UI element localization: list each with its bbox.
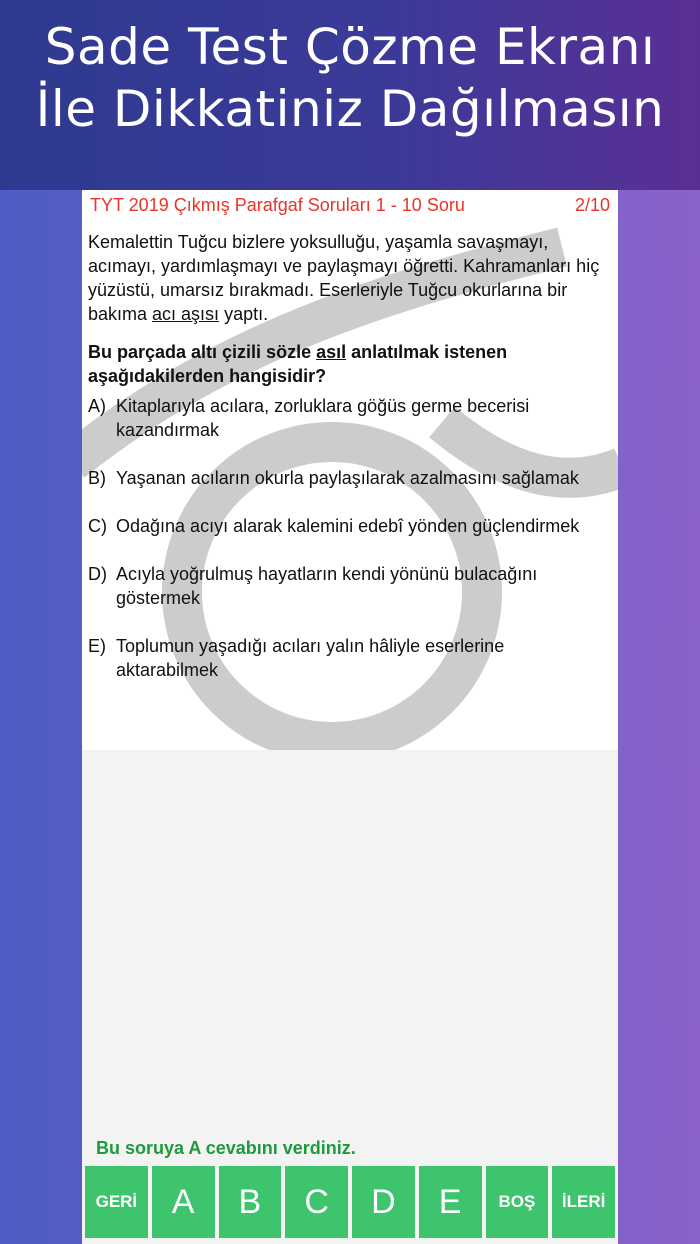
question-stem: Bu parçada altı çizili sözle asıl anlatılmak istenen aşağıdakilerden hangisidir? [88,342,508,386]
option-c [88,514,608,538]
back-button[interactable]: GERİ [85,1166,148,1238]
question-passage: Kemalettin Tuğcu bizlere yoksulluğu, yaşamla savaşmayı, acımayı, yardımlaşmayı ve paylaşmayı öğretti. Kahramanları hiç yüzüstü, umarsız bırakmadı. Eserleriyle Tuğcu okurlarına bir bakıma acı aşısı yaptı. [88,232,600,324]
answer-e-button[interactable]: E [419,1166,482,1238]
quiz-title: TYT 2019 Çıkmış Parafgaf Soruları 1 - 10 Soru [90,195,465,215]
empty-answer-button[interactable]: BOŞ [486,1166,549,1238]
option-a [88,394,608,442]
option-d [88,562,608,610]
underlined-phrase: acı aşısı [152,304,220,324]
quiz-header [82,190,618,222]
option-e [88,634,608,682]
option-text: Yaşanan acıların okurla paylaşılarak azalmasını sağlamak [116,468,579,488]
answer-b-button[interactable]: B [219,1166,282,1238]
banner-title-line-2: İle Dikkatiniz Dağılmasın [35,80,665,138]
option-letter: C) [88,516,107,536]
option-letter: B) [88,468,106,488]
option-b [88,466,608,490]
option-letter: D) [88,564,107,584]
answer-d-button[interactable]: D [352,1166,415,1238]
option-text: Toplumun yaşadığı acıları yalın hâliyle eserlerine aktarabilmek [116,636,505,680]
answer-a-button[interactable]: A [152,1166,215,1238]
phone-screen [82,190,618,1244]
option-letter: E) [88,636,106,656]
question-counter: 2/10 [574,195,610,215]
option-text: Odağına acıyı alarak kalemini edebî yönden güçlendirmek [116,516,580,536]
banner-title-line-1: Sade Test Çözme Ekranı [44,18,656,76]
question-panel [82,222,618,750]
option-text: Acıyla yoğrulmuş hayatların kendi yönünü bulacağını göstermek [116,564,538,608]
option-text: Kitaplarıyla acılara, zorluklara göğüs germe becerisi kazandırmak [116,396,530,440]
answer-bar [85,1166,615,1238]
underlined-word: asıl [316,342,347,362]
next-button[interactable]: İLERİ [552,1166,615,1238]
answer-feedback: Bu soruya A cevabını verdiniz. [96,1138,356,1158]
answer-c-button[interactable]: C [285,1166,348,1238]
promo-banner [0,0,700,190]
option-letter: A) [88,396,106,416]
